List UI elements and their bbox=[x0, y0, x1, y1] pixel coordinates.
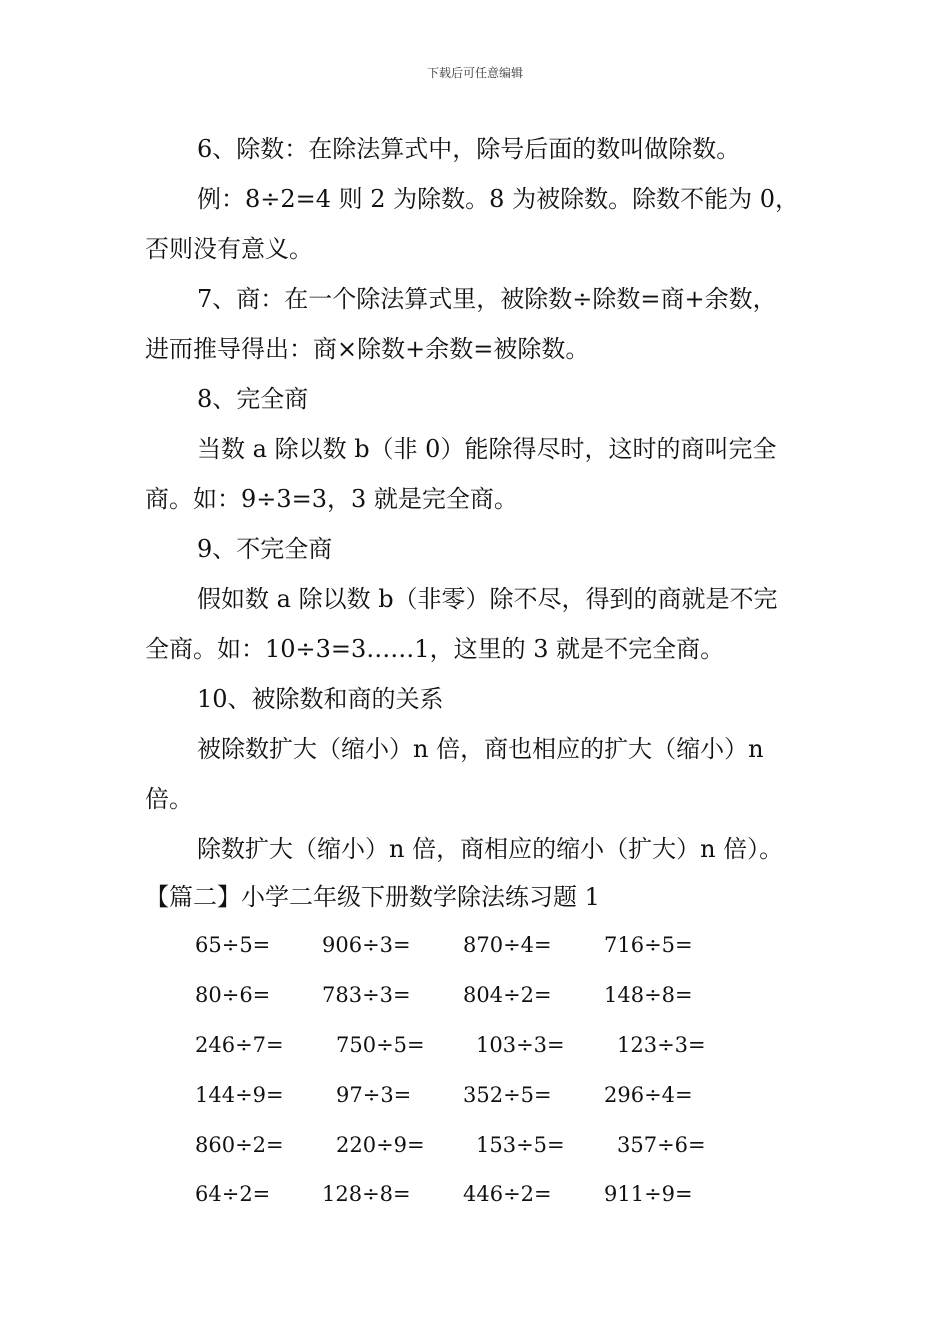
problem-r6c2: 128÷8= bbox=[322, 1182, 411, 1206]
problem-r5c1: 860÷2= bbox=[195, 1133, 284, 1157]
problem-r2c2: 783÷3= bbox=[322, 983, 411, 1007]
problem-r2c3: 804÷2= bbox=[463, 983, 552, 1007]
problem-r6c3: 446÷2= bbox=[463, 1182, 552, 1206]
text-line-incomplete-quotient-example: 全商。如：10÷3=3……1，这里的 3 就是不完全商。 bbox=[145, 635, 725, 663]
problem-r1c4: 716÷5= bbox=[604, 933, 693, 957]
text-line-quotient-def: 7、商：在一个除法算式里，被除数÷除数=商+余数， bbox=[197, 285, 777, 313]
problem-r2c1: 80÷6= bbox=[195, 983, 271, 1007]
problem-r3c2: 750÷5= bbox=[336, 1033, 425, 1057]
section-heading-part-two: 【篇二】小学二年级下册数学除法练习题 1 bbox=[145, 883, 600, 911]
problem-r4c2: 97÷3= bbox=[336, 1083, 412, 1107]
text-line-divisor-def: 6、除数：在除法算式中，除号后面的数叫做除数。 bbox=[197, 135, 741, 163]
page-header-note: 下载后可任意编辑 bbox=[426, 66, 523, 80]
problem-r5c2: 220÷9= bbox=[336, 1133, 425, 1157]
text-line-relation-heading: 10、被除数和商的关系 bbox=[197, 685, 444, 713]
problem-r5c4: 357÷6= bbox=[617, 1133, 706, 1157]
problem-r3c3: 103÷3= bbox=[476, 1033, 565, 1057]
problem-r6c1: 64÷2= bbox=[195, 1182, 271, 1206]
problem-r3c1: 246÷7= bbox=[195, 1033, 284, 1057]
problem-r6c4: 911÷9= bbox=[604, 1182, 693, 1206]
text-line-complete-quotient-example: 商。如：9÷3=3，3 就是完全商。 bbox=[145, 485, 518, 513]
text-line-complete-quotient-def: 当数 a 除以数 b（非 0）能除得尽时，这时的商叫完全 bbox=[197, 435, 777, 463]
text-line-relation-dividend: 被除数扩大（缩小）n 倍，商也相应的扩大（缩小）n bbox=[197, 735, 764, 763]
problem-r1c3: 870÷4= bbox=[463, 933, 552, 957]
text-line-incomplete-quotient-def: 假如数 a 除以数 b（非零）除不尽，得到的商就是不完 bbox=[197, 585, 778, 613]
problem-r4c1: 144÷9= bbox=[195, 1083, 284, 1107]
text-line-divisor-example-cont: 否则没有意义。 bbox=[145, 235, 313, 263]
text-line-quotient-derive: 进而推导得出：商×除数+余数=被除数。 bbox=[145, 335, 590, 363]
text-line-incomplete-quotient-heading: 9、不完全商 bbox=[197, 535, 333, 563]
text-line-relation-dividend-cont: 倍。 bbox=[145, 785, 193, 813]
text-line-complete-quotient-heading: 8、完全商 bbox=[197, 385, 309, 413]
problem-r2c4: 148÷8= bbox=[604, 983, 693, 1007]
problem-r4c4: 296÷4= bbox=[604, 1083, 693, 1107]
problem-r1c2: 906÷3= bbox=[322, 933, 411, 957]
text-line-relation-divisor: 除数扩大（缩小）n 倍，商相应的缩小（扩大）n 倍）。 bbox=[197, 835, 784, 863]
problem-r4c3: 352÷5= bbox=[463, 1083, 552, 1107]
text-line-divisor-example: 例：8÷2=4 则 2 为除数。8 为被除数。除数不能为 0， bbox=[197, 185, 799, 213]
problem-r3c4: 123÷3= bbox=[617, 1033, 706, 1057]
problem-r1c1: 65÷5= bbox=[195, 933, 271, 957]
problem-r5c3: 153÷5= bbox=[476, 1133, 565, 1157]
